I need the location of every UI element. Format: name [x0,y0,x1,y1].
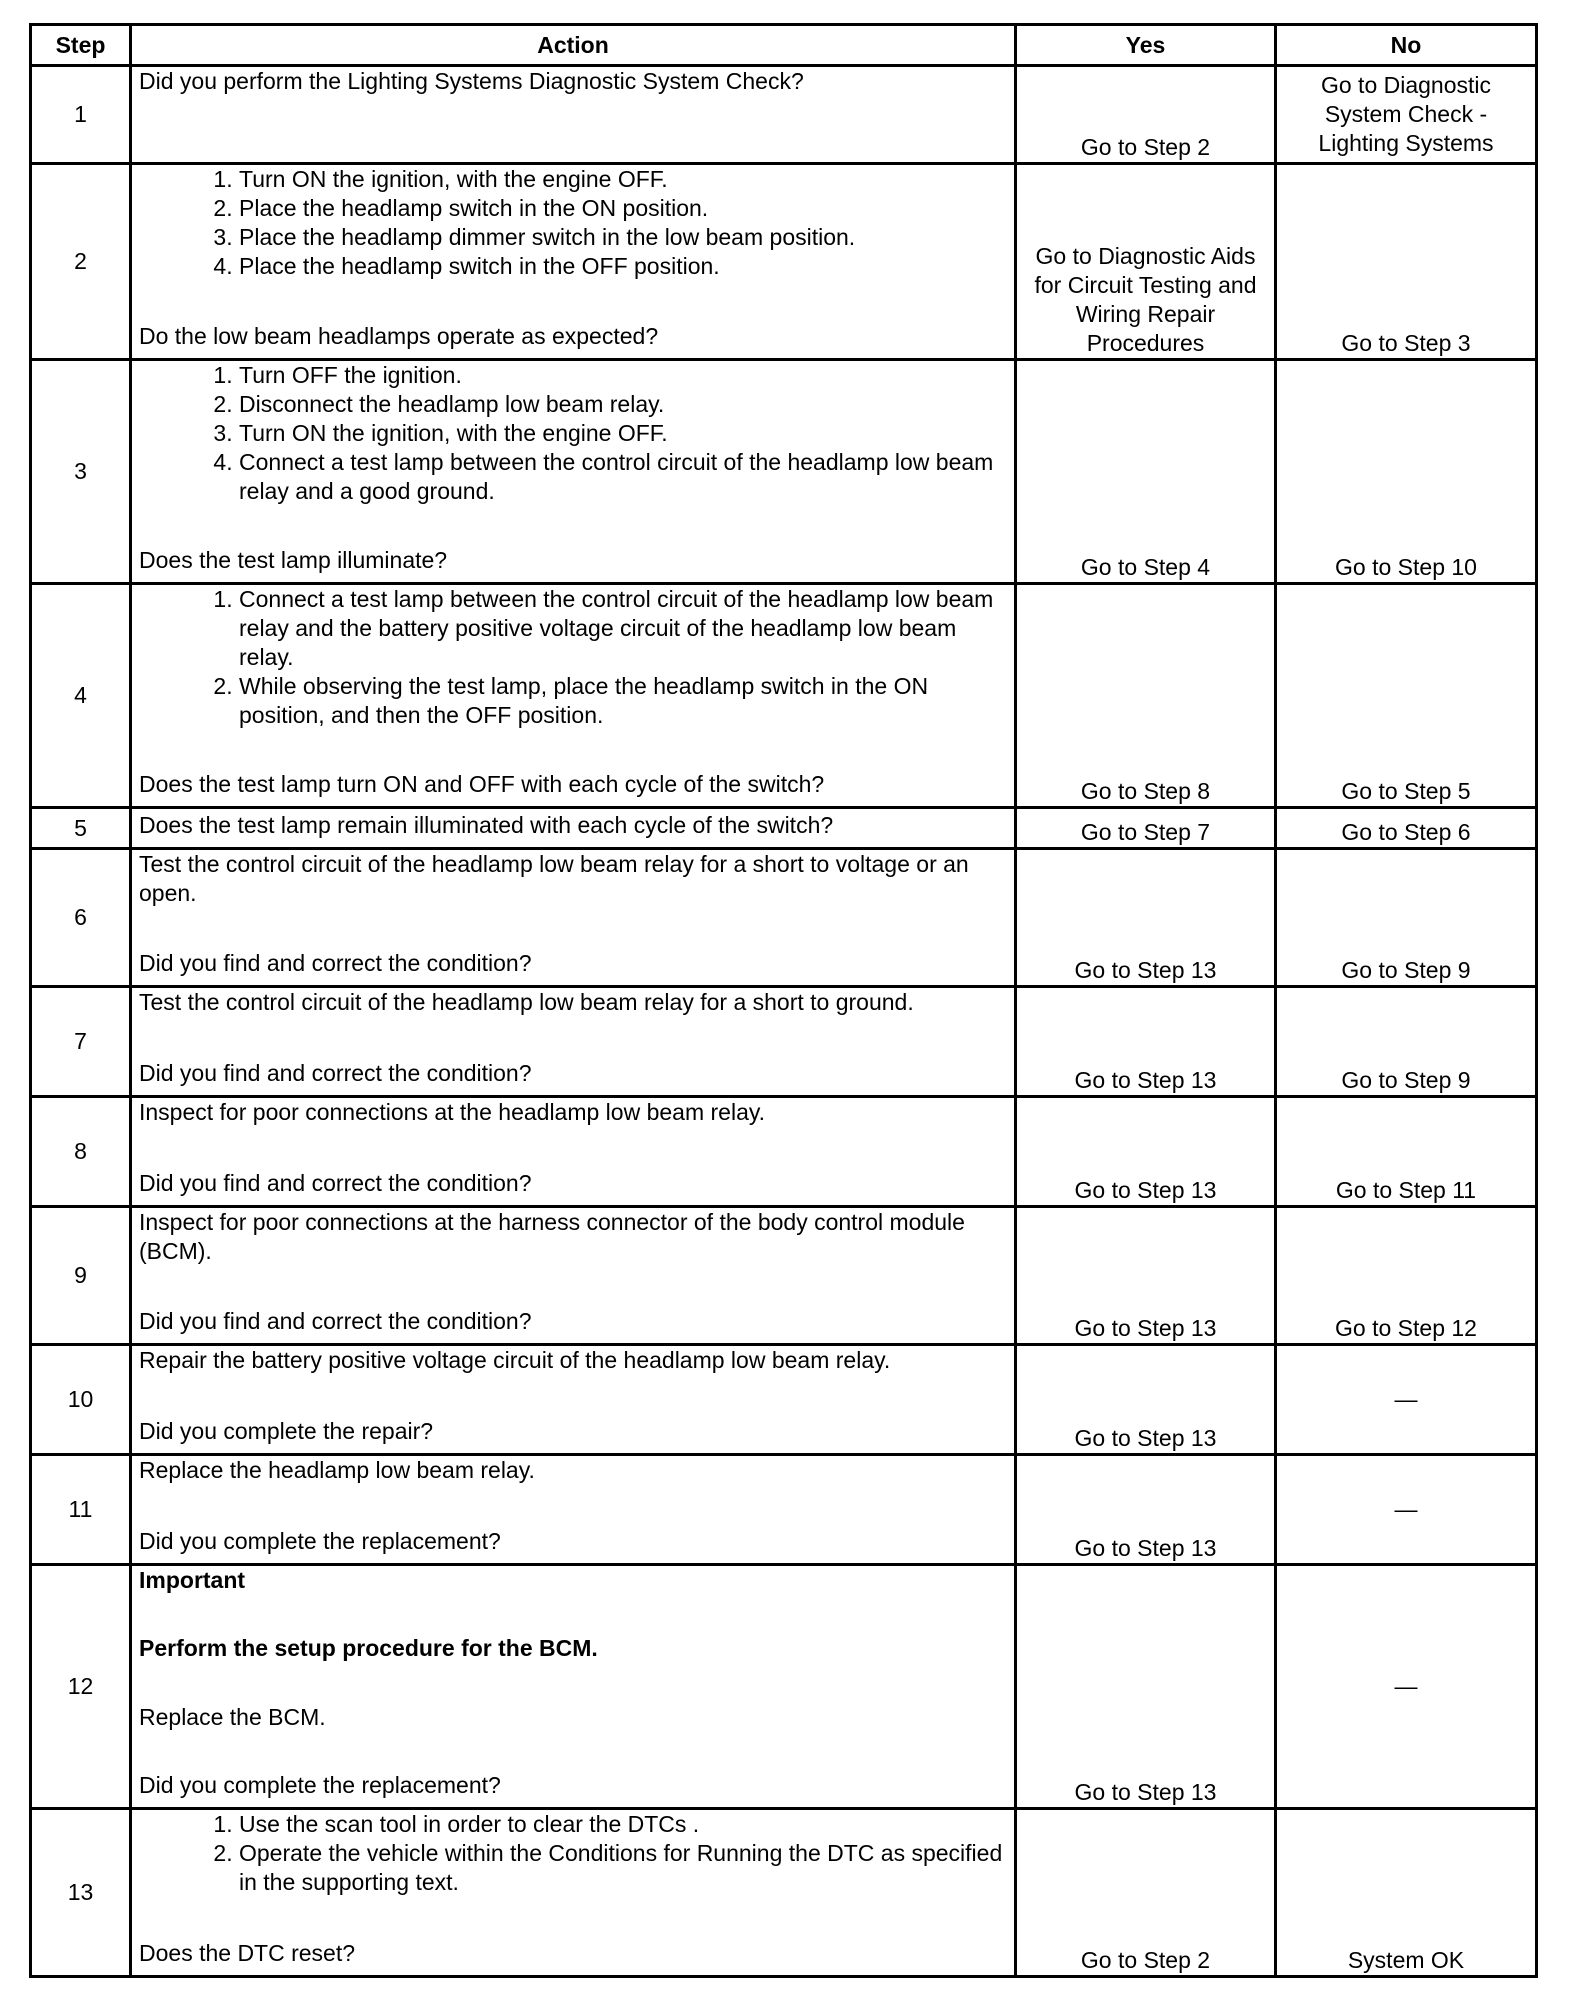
action-cell [131,987,1016,1097]
list-item: 3. Turn ON the ignition, with the engine OFF. [239,419,1007,448]
action-question: Do the low beam headlamps operate as expected? [139,323,659,349]
table-row [31,849,1537,987]
action-cell [131,1455,1016,1565]
action-question: Did you complete the replacement? [139,1528,501,1554]
table-row [31,584,1537,808]
list-item: 2. While observing the test lamp, place the headlamp switch in the ON position, and then the OFF position. [239,672,1007,730]
action-cell [131,1097,1016,1207]
action-text: Test the control circuit of the headlamp low beam relay for a short to voltage or an open. [139,851,969,906]
table-row [31,987,1537,1097]
step-number: 7 [31,987,131,1097]
no-cell: Go to Step 6 [1276,808,1537,849]
no-cell: Go to Diagnostic System Check - Lighting Systems [1276,66,1537,164]
no-cell: Go to Step 9 [1276,849,1537,987]
important-text: Perform the setup procedure for the BCM. [139,1635,598,1662]
action-cell [131,849,1016,987]
no-cell: Go to Step 3 [1276,164,1537,360]
yes-cell: Go to Step 2 [1016,1809,1276,1977]
table-row [31,66,1537,164]
table-row [31,1097,1537,1207]
yes-cell: Go to Step 13 [1016,849,1276,987]
action-question: Did you find and correct the condition? [139,1308,532,1334]
action-text: Repair the battery positive voltage circuit of the headlamp low beam relay. [139,1347,891,1373]
yes-cell: Go to Step 4 [1016,360,1276,584]
list-item: 2. Place the headlamp switch in the ON position. [239,194,1007,223]
header-yes: Yes [1016,25,1276,66]
step-number: 11 [31,1455,131,1565]
action-text: Inspect for poor connections at the harness connector of the body control module (BCM). [139,1209,965,1264]
yes-cell: Go to Step 13 [1016,1207,1276,1345]
list-item: 2. Operate the vehicle within the Conditions for Running the DTC as specified in the supporting text. [239,1839,1007,1897]
yes-cell: Go to Step 7 [1016,808,1276,849]
list-item: 4. Place the headlamp switch in the OFF position. [239,252,1007,281]
no-cell: — [1276,1455,1537,1565]
action-question: Does the DTC reset? [139,1940,356,1966]
action-cell [131,360,1016,584]
action-question: Did you find and correct the condition? [139,950,532,976]
list-item: 4. Connect a test lamp between the control circuit of the headlamp low beam relay and a good ground. [239,448,1007,506]
list-item: 1. Use the scan tool in order to clear the DTCs . [239,1810,1007,1839]
step-number: 1 [31,66,131,164]
yes-cell: Go to Step 8 [1016,584,1276,808]
action-cell [131,1565,1016,1809]
step-number: 12 [31,1565,131,1809]
table-row [31,1455,1537,1565]
step-number: 10 [31,1345,131,1455]
action-question: Did you complete the replacement? [139,1771,501,1798]
action-text: Test the control circuit of the headlamp low beam relay for a short to ground. [139,989,914,1015]
no-cell: — [1276,1345,1537,1455]
table-row [31,808,1537,849]
step-number: 3 [31,360,131,584]
action-list [139,585,1007,730]
action-list [139,165,1007,281]
yes-cell: Go to Diagnostic Aids for Circuit Testing and Wiring Repair Procedures [1016,164,1276,360]
step-number: 6 [31,849,131,987]
no-cell: Go to Step 12 [1276,1207,1537,1345]
list-item: 3. Place the headlamp dimmer switch in the low beam position. [239,223,1007,252]
list-item: 1. Turn ON the ignition, with the engine OFF. [239,165,1007,194]
no-cell: System OK [1276,1809,1537,1977]
action-question: Does the test lamp illuminate? [139,547,448,573]
yes-cell: Go to Step 13 [1016,1565,1276,1809]
list-item: 1. Connect a test lamp between the control circuit of the headlamp low beam relay and the battery positive voltage circuit of the headlamp low beam relay. [239,585,1007,672]
action-cell [131,1345,1016,1455]
important-label: Important [139,1567,246,1593]
action-question: Did you complete the repair? [139,1418,434,1444]
header-no: No [1276,25,1537,66]
table-row [31,360,1537,584]
step-number: 8 [31,1097,131,1207]
header-action: Action [131,25,1016,66]
table-row [31,164,1537,360]
step-number: 5 [31,808,131,849]
action-cell [131,164,1016,360]
list-item: 2. Disconnect the headlamp low beam relay. [239,390,1007,419]
yes-cell: Go to Step 13 [1016,987,1276,1097]
yes-cell: Go to Step 13 [1016,1345,1276,1455]
action-cell [131,584,1016,808]
no-cell: Go to Step 5 [1276,584,1537,808]
table-row [31,1207,1537,1345]
no-cell: Go to Step 11 [1276,1097,1537,1207]
step-number: 9 [31,1207,131,1345]
step-number: 2 [31,164,131,360]
no-cell: — [1276,1565,1537,1809]
action-cell [131,1809,1016,1977]
no-cell: Go to Step 10 [1276,360,1537,584]
action-question: Did you find and correct the condition? [139,1170,532,1196]
header-row [31,25,1537,66]
yes-cell: Go to Step 13 [1016,1455,1276,1565]
list-item: 1. Turn OFF the ignition. [239,361,1007,390]
action-text: Did you perform the Lighting Systems Diagnostic System Check? [139,68,804,94]
diagnostic-table [29,23,1538,1978]
action-cell [131,66,1016,164]
table-row [31,1809,1537,1977]
action-text: Replace the BCM. [139,1703,326,1730]
table-row [31,1565,1537,1809]
yes-cell: Go to Step 13 [1016,1097,1276,1207]
step-number: 4 [31,584,131,808]
step-number: 13 [31,1809,131,1977]
action-cell [131,808,1016,849]
action-list [139,1810,1007,1897]
action-cell [131,1207,1016,1345]
action-text: Inspect for poor connections at the headlamp low beam relay. [139,1099,766,1125]
action-text: Replace the headlamp low beam relay. [139,1457,535,1483]
action-question: Does the test lamp turn ON and OFF with each cycle of the switch? [139,771,825,797]
table-row [31,1345,1537,1455]
no-cell: Go to Step 9 [1276,987,1537,1097]
action-question: Did you find and correct the condition? [139,1060,532,1086]
yes-cell: Go to Step 2 [1016,66,1276,164]
action-question: Does the test lamp remain illuminated with each cycle of the switch? [139,812,834,838]
header-step: Step [31,25,131,66]
action-list [139,361,1007,506]
